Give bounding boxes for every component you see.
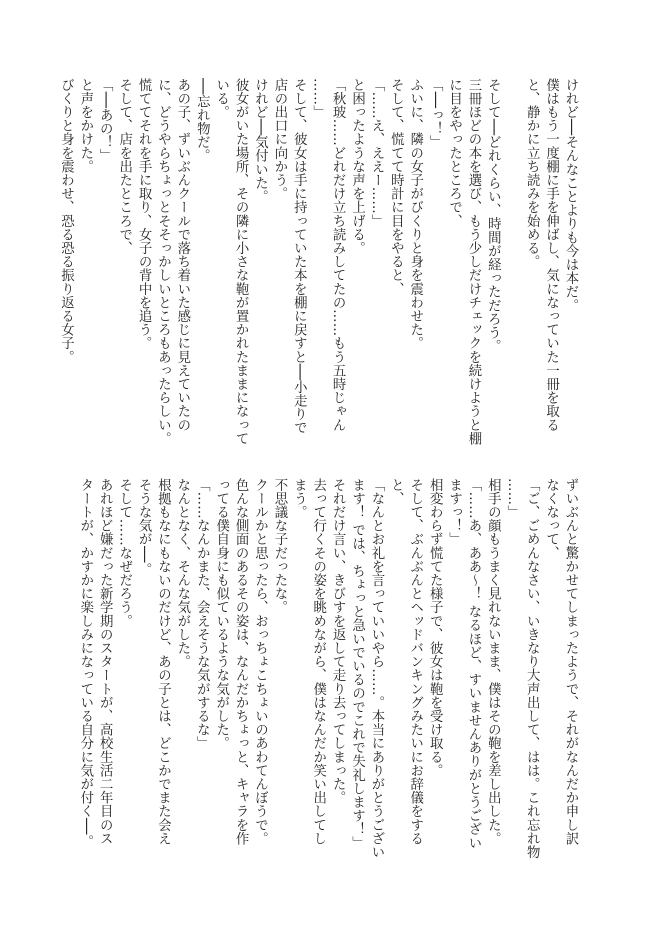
text-line: そして──どれくらい、時間が経っただろう。 [485, 78, 501, 353]
text-line: 三冊ほどの本を選び、もう少しだけチェックを続けようと棚 [465, 78, 481, 446]
text-line: 「──あの！」 [97, 78, 113, 163]
text-line: それだけ言い、きびすを返して走り去ってしまった。 [330, 478, 346, 805]
text-line: 「……あ、ああ～！ なるほど、すいませんありがとうござい [465, 478, 481, 850]
text-line: ──忘れ物だ。 [194, 78, 210, 163]
text-line: 相手の顔もうまく見れないまま、僕はその鞄を差し出した。 [485, 478, 501, 846]
text-line: クールかと思ったら、おっちょこちょいのあわてんぼうで。 [252, 478, 268, 846]
text-line: 慌ててそれを手に取り、女子の背中を追う。 [136, 78, 152, 350]
text-line: ……」 [504, 478, 520, 519]
text-line: 「──っ！」 [427, 78, 443, 149]
text-line: けれど──気付いた。 [252, 78, 268, 204]
text-line: に目をやったところで、 [446, 78, 462, 228]
text-line: そして、慌てて時計に目をやると、 [388, 78, 404, 296]
text-line: と、静かに立ち読みを始める。 [524, 78, 540, 269]
text-line: と声をかけた。 [77, 78, 93, 174]
text-line: そして、ぶんぶんとヘッドバンキングみたいにお辞儀をする [407, 478, 423, 846]
text-line: ……」 [310, 78, 326, 119]
text-line: ますっ！」 [446, 478, 462, 546]
lower-text-block [68, 478, 580, 859]
text-line: そして、店を出たところで、 [116, 78, 132, 255]
text-line: 僕はもう一度棚に手を伸ばし、気になっていた一冊を取る [543, 78, 559, 432]
text-line: 去って行くその姿を眺めながら、僕はなんだか笑い出してし [310, 478, 326, 846]
text-line: そうな気が──。 [136, 478, 152, 577]
text-line: 相変わらず慌てた様子で、彼女は鞄を受け取る。 [427, 478, 443, 778]
text-line: あれほど嫌だった新学期のスタートが、高校生活二年目のス [97, 478, 113, 846]
text-line: ってる僕自身にも似ているような気がした。 [213, 478, 229, 750]
text-line: 「……なんかまた、会えそうな気がするな」 [194, 478, 210, 750]
text-line: そして、彼女は手に持っていた本を棚に戻すと──小走りで [291, 78, 307, 435]
text-line: と困ったような声を上げる。 [349, 78, 365, 255]
text-line: なくなって、 [543, 478, 559, 560]
text-line: いる。 [213, 78, 229, 119]
text-line: まう。 [291, 478, 307, 519]
text-line: 彼女がいた場所、その隣に小さな鞄が置かれたままになって [233, 78, 249, 446]
text-line: と、 [388, 478, 404, 506]
text-line: びくりと身を震わせ、恐る恐る振り返る女子。 [58, 78, 74, 364]
text-line: 店の出口に向かう。 [271, 78, 287, 201]
text-line: 「なんとお礼を言っていいやら……。本当にありがとうござい [368, 478, 384, 859]
text-line: 根拠もなにもないのだけど、あの子とは、どこかでまた会え [155, 478, 171, 846]
text-line: に、どうやらちょっとそそっかしいところもあったらしい。 [155, 78, 171, 446]
text-line: けれど──そんなことよりも今は本だ。 [563, 78, 578, 313]
text-line: 「秋玻……どれだけ立ち読みしてたの……もう五時じゃん [330, 78, 346, 432]
text-line: 色んな側面のあるその姿は、なんだかちょっと、キャラを作 [233, 478, 249, 846]
text-line: そして……なぜだろう。 [116, 478, 132, 628]
text-line: 「ご、ごめんなさい、いきなり大声出して、はは。これ忘れ物 [524, 478, 540, 859]
text-line: ます！ では、ちょっと急いでいるのでこれで失礼します！」 [349, 478, 365, 850]
text-line [502, 78, 521, 450]
upper-text-block [58, 78, 580, 450]
text-line: 不思議な子だったな。 [271, 478, 287, 614]
text-line: タートが、かすかに楽しみになっている自分に気が付く──。 [77, 478, 93, 849]
text-line: あの子、ずいぶんクールで落ち着いた感じに見えていたの [174, 78, 190, 432]
text-line: なんとなく、そんな気がした。 [174, 478, 190, 669]
text-line: ふいに、隣の女子がびくりと身を震わせた。 [407, 78, 423, 350]
text-line: ずいぶんと驚かせてしまったようで、それがなんだか申し訳 [563, 478, 578, 846]
text-line: 「……え、ええー……」 [368, 78, 384, 228]
